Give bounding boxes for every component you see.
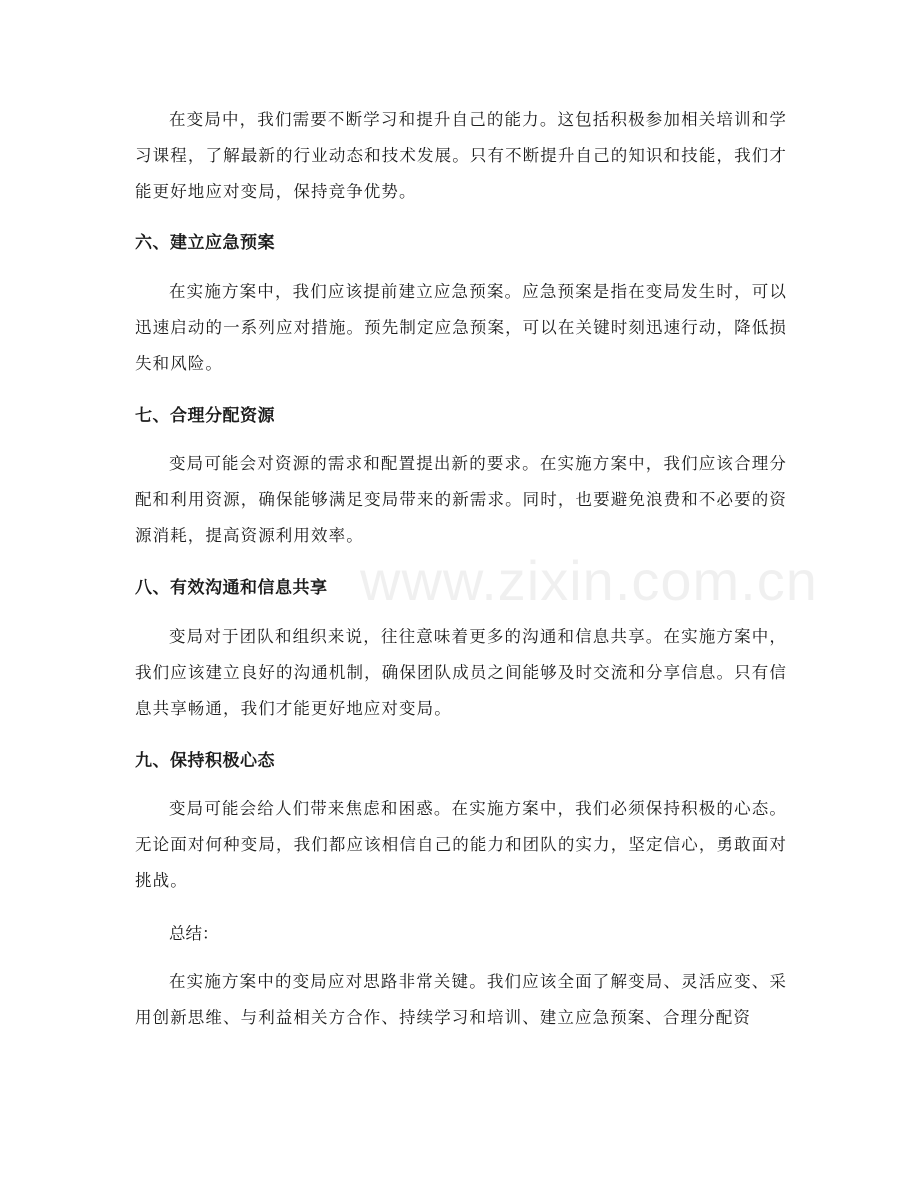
paragraph-communication: 变局对于团队和组织来说，往往意味着更多的沟通和信息共享。在实施方案中，我们应该建立良好的沟通机制，确保团队成员之间能够及时交流和分享信息。只有信息共享畅通，我们才能更好地应对变局。 <box>135 627 787 718</box>
summary-label: 总结： <box>169 924 219 943</box>
paragraph-summary: 在实施方案中的变局应对思路非常关键。我们应该全面了解变局、灵活应变、采用创新思维、与利益相关方合作、持续学习和培训、建立应急预案、合理分配资 <box>135 972 787 1027</box>
paragraph-resource-allocation: 变局可能会对资源的需求和配置提出新的要求。在实施方案中，我们应该合理分配和利用资源，确保能够满足变局带来的新需求。同时，也要避免浪费和不必要的资源消耗，提高资源利用效率。 <box>135 454 787 545</box>
paragraph-learning: 在变局中，我们需要不断学习和提升自己的能力。这包括积极参加相关培训和学习课程，了解最新的行业动态和技术发展。只有不断提升自己的知识和技能，我们才能更好地应对变局，保持竞争优势。 <box>135 110 787 201</box>
heading-positive-mindset: 九、保持积极心态 <box>135 751 275 771</box>
heading-communication: 八、有效沟通和信息共享 <box>135 578 328 598</box>
paragraph-emergency-plan: 在实施方案中，我们应该提前建立应急预案。应急预案是指在变局发生时，可以迅速启动的一系列应对措施。预先制定应急预案，可以在关键时刻迅速行动，降低损失和风险。 <box>135 282 787 373</box>
paragraph-positive-mindset: 变局可能会给人们带来焦虑和困惑。在实施方案中，我们必须保持积极的心态。无论面对何种变局，我们都应该相信自己的能力和团队的实力，坚定信心，勇敢面对挑战。 <box>135 799 787 890</box>
heading-resource-allocation: 七、合理分配资源 <box>135 406 275 426</box>
heading-emergency-plan: 六、建立应急预案 <box>135 233 275 253</box>
watermark: www.zixin.com.cn <box>360 549 818 612</box>
